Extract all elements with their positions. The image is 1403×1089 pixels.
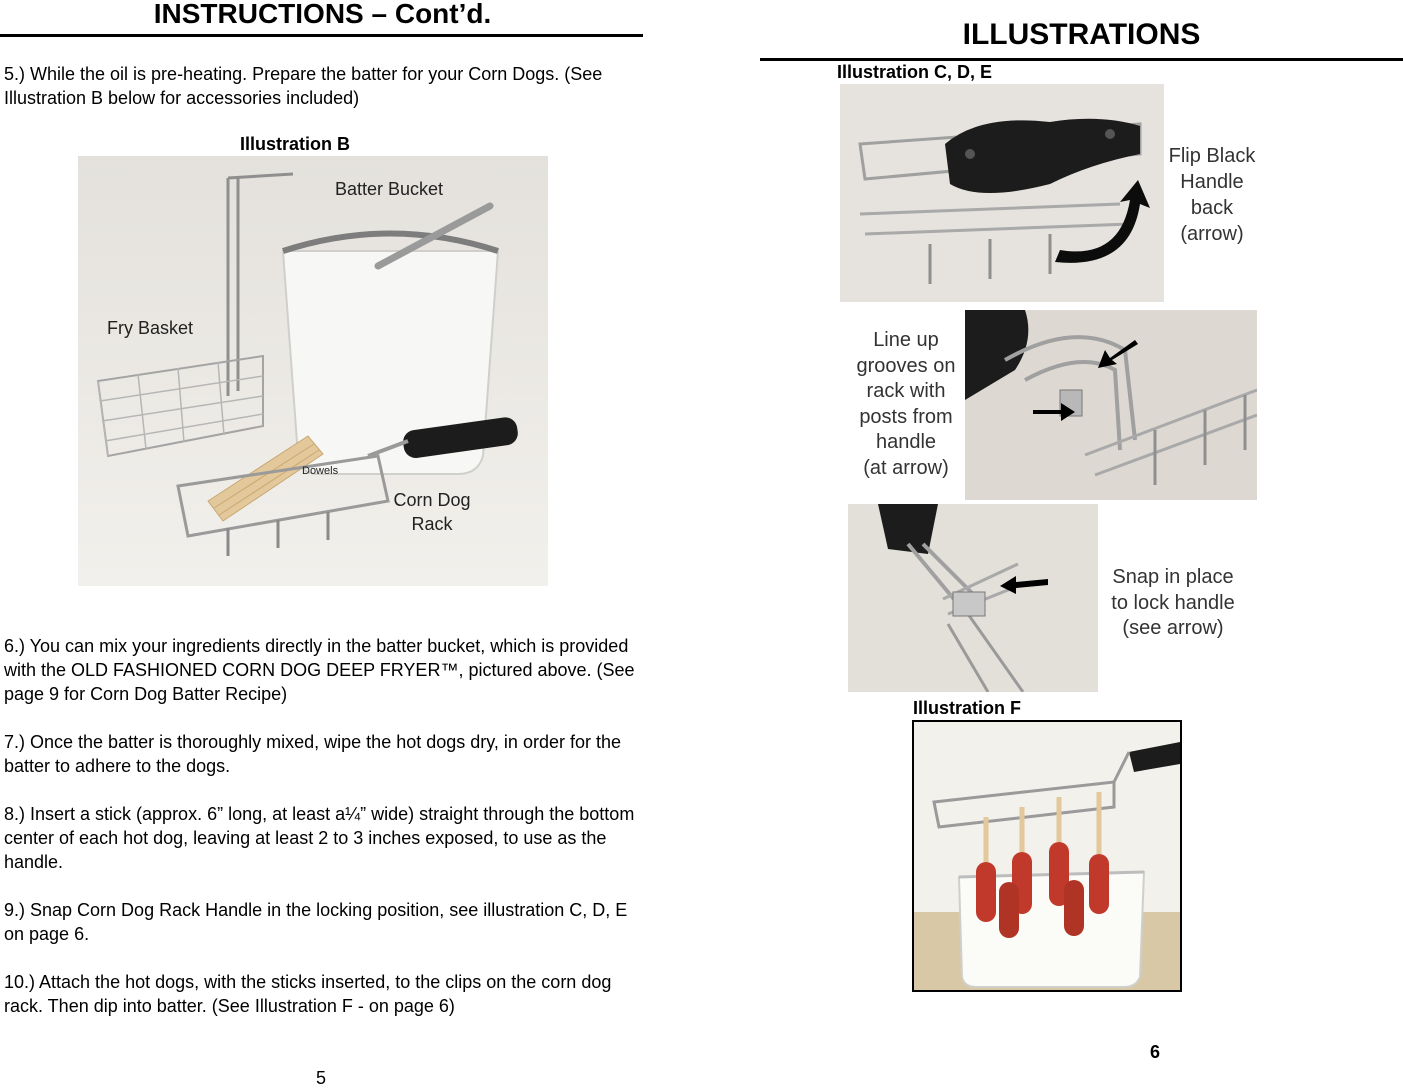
right-page-number: 6 — [1150, 1042, 1161, 1062]
batter-bucket-label: Batter Bucket — [335, 179, 444, 199]
d-label-line4: posts from — [859, 405, 953, 428]
fry-basket-label: Fry Basket — [107, 318, 194, 338]
left-title-rule — [0, 34, 643, 37]
step-6: 6.) You can mix your ingredients directly in the batter bucket, which is provided with the OLD FASHIONED CORN DOG DEEP FRYER™, pictured above. (See page 9 for Corn Dog Batter Recipe) — [4, 636, 635, 704]
right-page-title: ILLUSTRATIONS — [962, 18, 1201, 51]
step-5: 5.) While the oil is pre-heating. Prepare the batter for your Corn Dogs. (See Illustration B below for accessories included) — [4, 64, 603, 108]
step-8: 8.) Insert a stick (approx. 6” long, at least a¼” wide) straight through the bottom center of each hot dog, leaving at least 2 to 3 inches exposed, to use as the handle. — [4, 804, 635, 872]
illustration-c-arrow-area — [1050, 170, 1150, 270]
right-title-rule — [760, 58, 1403, 61]
c-label-line1: Flip Black — [1168, 145, 1256, 167]
illustration-c-label — [1164, 143, 1260, 247]
c-label-line3: back — [1190, 197, 1234, 219]
d-label-line3: rack with — [866, 380, 946, 402]
illustration-b-photo — [78, 156, 548, 586]
illustration-f-caption: Illustration F — [913, 698, 1021, 718]
step-9: 9.) Snap Corn Dog Rack Handle in the locking position, see illustration C, D, E on page 6. — [4, 900, 628, 944]
step-10: 10.) Attach the hot dogs, with the sticks inserted, to the clips on the corn dog rack. Then dip into batter. (See Illustration F - on page 6) — [4, 972, 612, 1016]
c-label-line2: Handle — [1180, 171, 1244, 193]
illustration-f-photo — [912, 720, 1182, 992]
d-label-line1: Line up — [873, 329, 939, 351]
illustration-d-photo — [965, 310, 1257, 500]
dowels-label: Dowels — [302, 465, 339, 477]
illustration-e-photo — [848, 504, 1098, 692]
illustration-e-label — [1098, 565, 1248, 642]
c-label-line4: (arrow) — [1180, 223, 1244, 245]
d-label-line5: handle — [875, 431, 937, 453]
corn-dog-label-line2: Rack — [411, 514, 453, 534]
e-label-line3: (see arrow) — [1122, 617, 1224, 639]
step-7: 7.) Once the batter is thoroughly mixed, wipe the hot dogs dry, in order for the batter to adhere to the dogs. — [4, 732, 621, 776]
d-label-line6: (at arrow) — [863, 456, 949, 479]
corn-dog-label-line1: Corn Dog — [393, 490, 471, 510]
left-page-number: 5 — [316, 1068, 327, 1088]
illustration-cde-caption: Illustration C, D, E — [837, 62, 993, 82]
d-label-line2: grooves on — [856, 354, 956, 377]
right-page — [760, 0, 1403, 1084]
illustration-b-caption: Illustration B — [240, 134, 351, 154]
illustration-d-label — [848, 328, 964, 481]
left-page-title: INSTRUCTIONS – Cont’d. — [153, 0, 492, 29]
e-label-line2: to lock handle — [1111, 591, 1235, 614]
e-label-line1: Snap in place — [1112, 566, 1234, 588]
left-page — [0, 0, 645, 1088]
